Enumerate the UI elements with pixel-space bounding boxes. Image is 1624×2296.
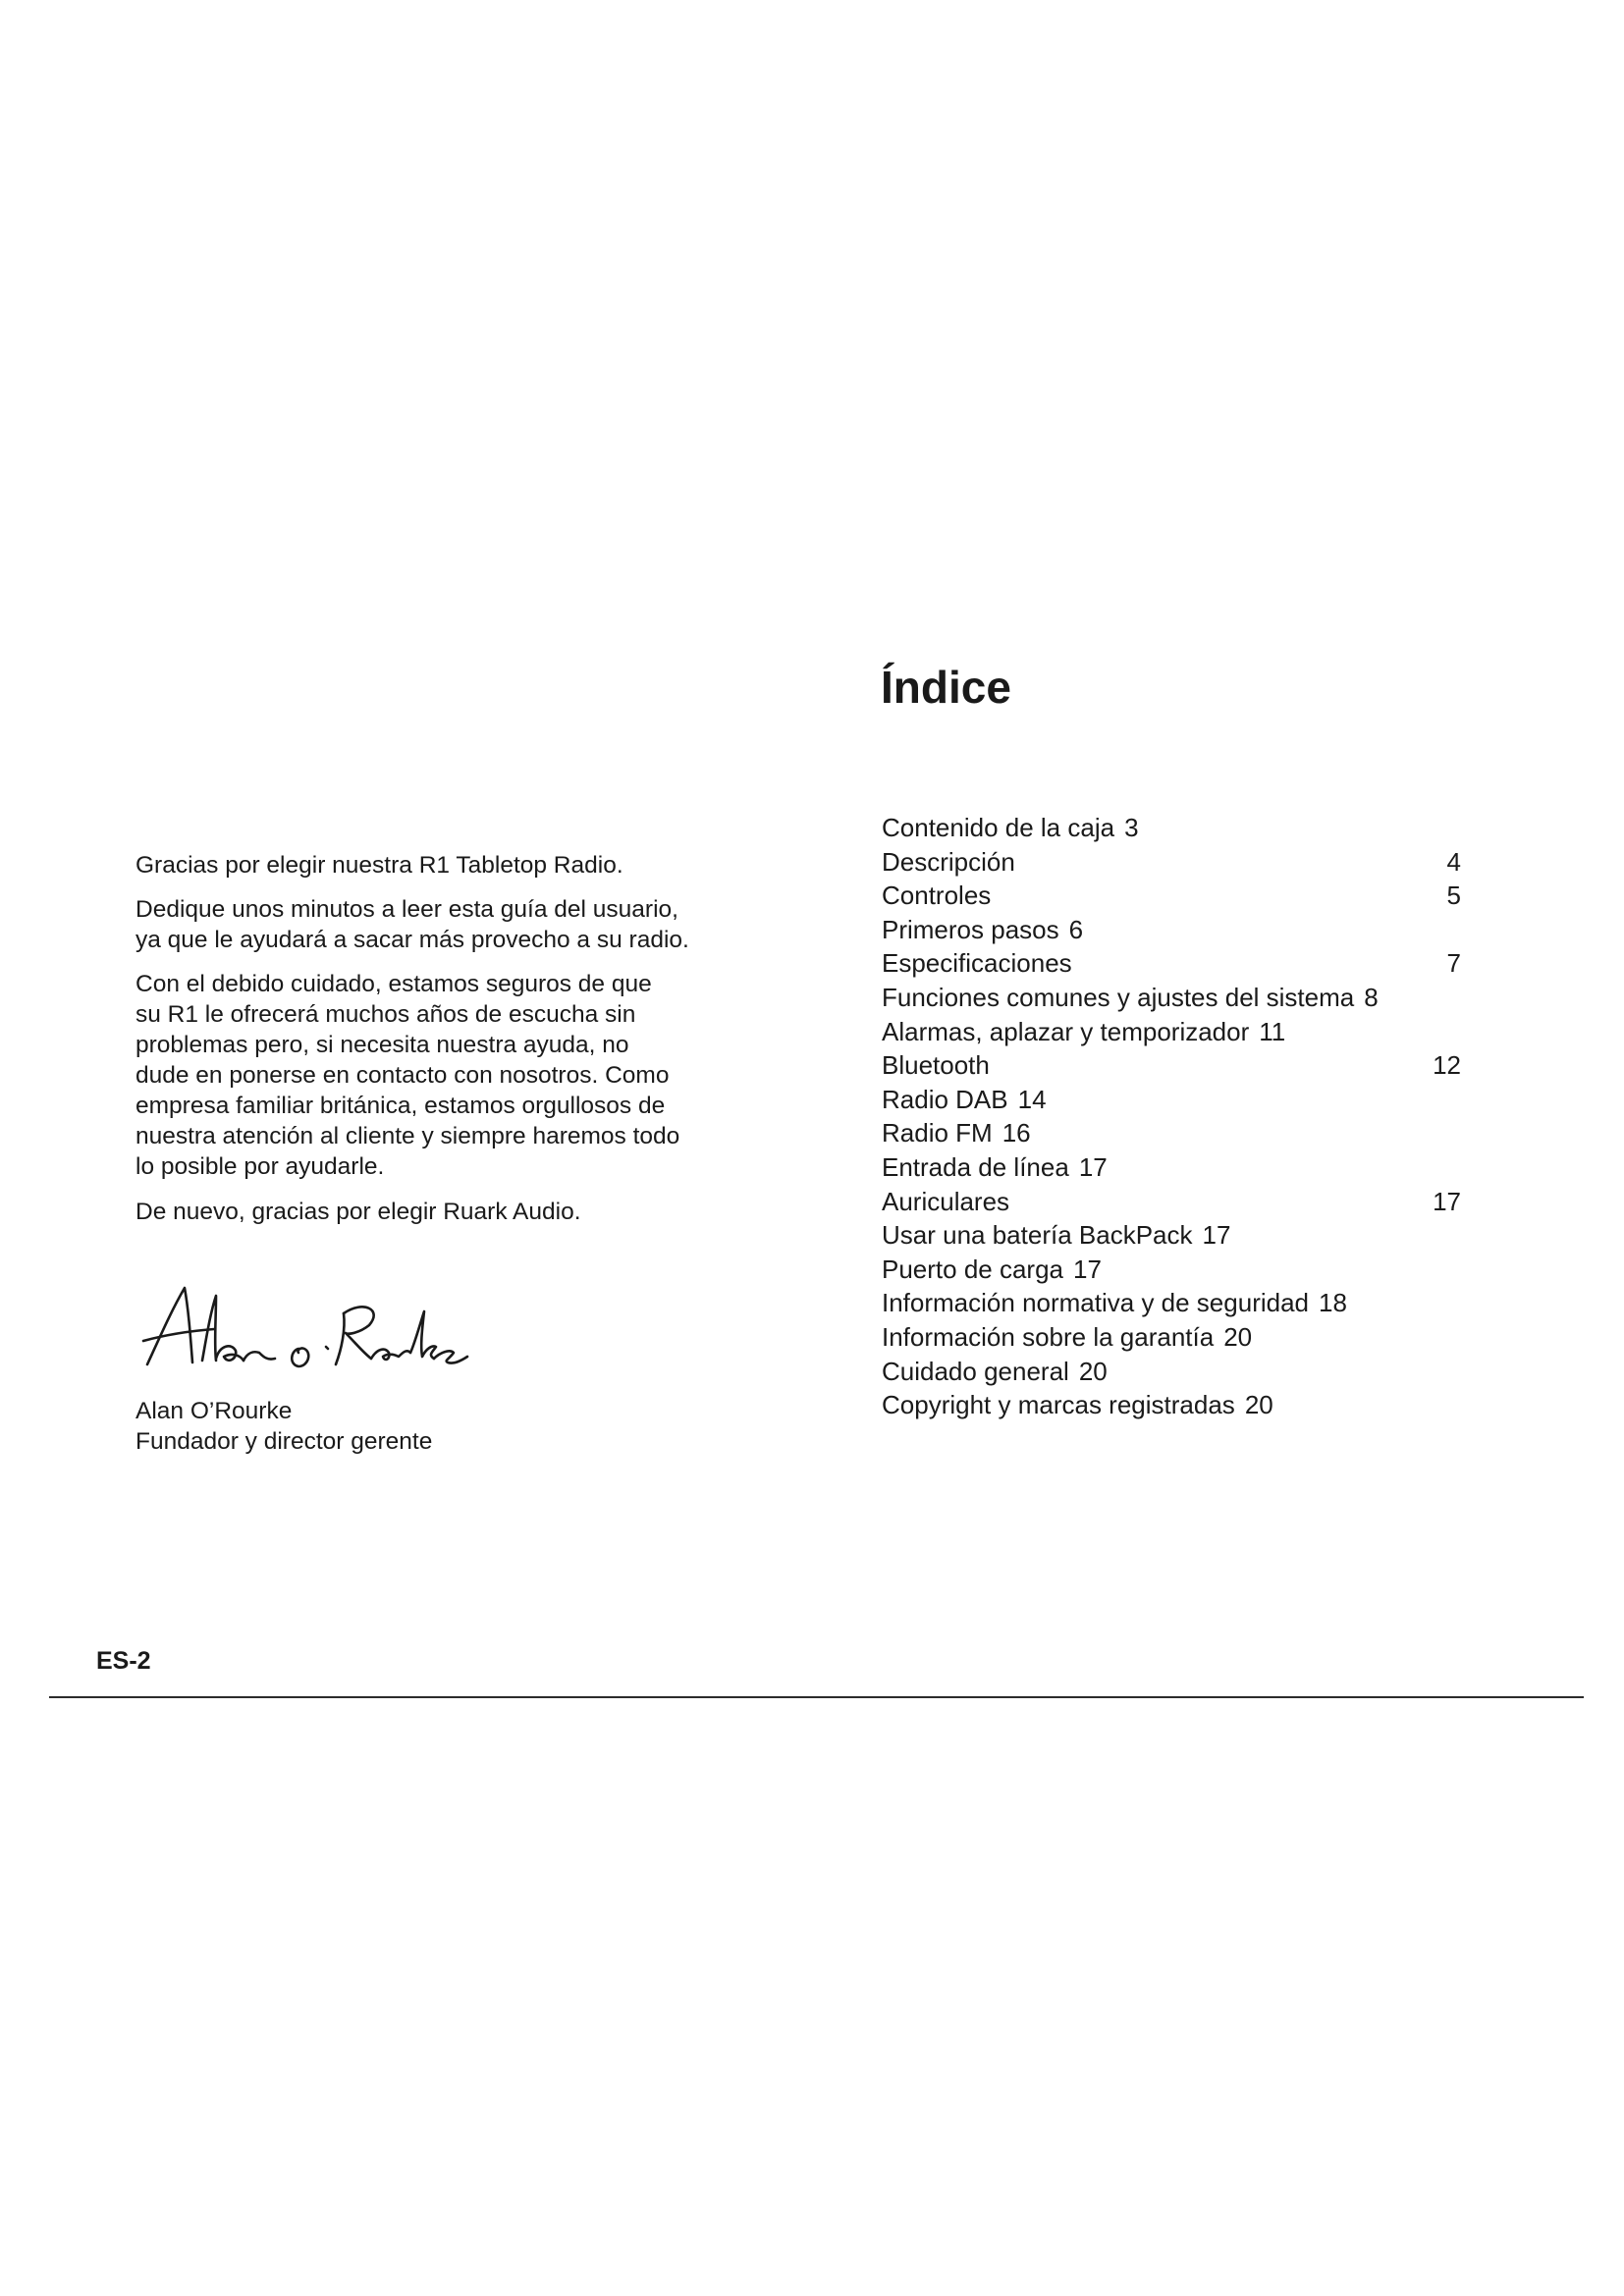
handwritten-signature	[137, 1274, 471, 1380]
toc-item-page: 17	[1202, 1220, 1231, 1251]
page-number: ES-2	[96, 1647, 151, 1675]
toc-item-label: Bluetooth	[882, 1050, 990, 1081]
toc-item	[882, 1286, 1461, 1320]
toc-item-label: Contenido de la caja	[882, 813, 1115, 842]
toc-item-page: 16	[1001, 1118, 1031, 1148]
signer-role: Fundador y director gerente	[135, 1428, 433, 1455]
toc-item	[882, 1083, 1461, 1117]
toc-item	[882, 879, 1461, 913]
toc-item-page: 20	[1244, 1390, 1273, 1420]
toc-item-label: Alarmas, aplazar y temporizador	[882, 1016, 1250, 1046]
toc-item-page: 14	[1017, 1084, 1047, 1114]
toc-item	[882, 1355, 1461, 1389]
intro-paragraph-3: Con el debido cuidado, estamos seguros de que su R1 le ofrecerá muchos años de escucha sin problemas pero, si necesita nuestra ayuda, no dude en ponerse en contacto con nosotros. Como empresa familiar británica, estamos orgullosos de nuestra atención al cliente y siempre haremos todo lo posible por ayudarle.	[135, 971, 680, 1180]
toc-item	[882, 1253, 1461, 1287]
intro-paragraph-4: De nuevo, gracias por elegir Ruark Audio.	[135, 1199, 581, 1225]
toc-item-page: 3	[1124, 813, 1139, 842]
toc-item-label: Usar una batería BackPack	[882, 1220, 1193, 1251]
toc-item-label: Descripción	[882, 846, 1015, 877]
toc-title: Índice	[881, 662, 1011, 713]
toc-item	[882, 1218, 1461, 1253]
toc-item	[882, 981, 1461, 1015]
toc-item-page: 5	[1446, 881, 1461, 911]
toc-item-label: Auriculares	[882, 1186, 1010, 1216]
toc-item-page: 17	[1073, 1254, 1102, 1284]
toc-item-label: Radio DAB	[882, 1084, 1008, 1114]
toc-item-page: 7	[1446, 948, 1461, 979]
toc-item	[882, 845, 1461, 880]
signer-name: Alan O’Rourke	[135, 1398, 293, 1424]
toc-item-page: 6	[1068, 914, 1084, 944]
toc-list	[882, 811, 1461, 1422]
toc-item	[882, 1150, 1461, 1185]
toc-item-page: 4	[1446, 846, 1461, 877]
toc-item-page: 12	[1433, 1050, 1461, 1081]
toc-item	[882, 913, 1461, 947]
toc-item-label: Entrada de línea	[882, 1151, 1069, 1182]
toc-item	[882, 1388, 1461, 1422]
toc-item	[882, 1015, 1461, 1049]
intro-paragraph-2: Dedique unos minutos a leer esta guía del usuario, ya que le ayudará a sacar más provecho a su radio.	[135, 896, 689, 953]
toc-item	[882, 1320, 1461, 1355]
toc-item-page: 18	[1319, 1288, 1347, 1318]
intro-letter	[135, 850, 744, 1227]
toc-item	[882, 1185, 1461, 1219]
toc-item-page: 20	[1223, 1321, 1253, 1352]
toc-item-page: 17	[1433, 1186, 1461, 1216]
toc-item-label: Funciones comunes y ajustes del sistema	[882, 982, 1355, 1012]
toc-item-label: Radio FM	[882, 1118, 993, 1148]
toc-item-label: Cuidado general	[882, 1356, 1069, 1386]
intro-paragraph-1: Gracias por elegir nuestra R1 Tabletop Radio.	[135, 852, 623, 879]
toc-item-label: Copyright y marcas registradas	[882, 1390, 1235, 1420]
toc-item	[882, 1116, 1461, 1150]
toc-item-page: 11	[1259, 1016, 1286, 1046]
footer-divider	[49, 1696, 1584, 1698]
toc-item	[882, 946, 1461, 981]
toc-item	[882, 811, 1461, 845]
toc-item-page: 20	[1078, 1356, 1108, 1386]
signer-block	[135, 1396, 432, 1457]
toc-item-label: Especificaciones	[882, 948, 1072, 979]
toc-item-label: Controles	[882, 881, 992, 911]
toc-item-label: Puerto de carga	[882, 1254, 1064, 1284]
toc-item-label: Información normativa y de seguridad	[882, 1288, 1310, 1318]
toc-item-page: 8	[1364, 982, 1379, 1012]
toc-item-label: Información sobre la garantía	[882, 1321, 1215, 1352]
toc-item	[882, 1048, 1461, 1083]
toc-item-page: 17	[1078, 1151, 1108, 1182]
toc-item-label: Primeros pasos	[882, 914, 1059, 944]
